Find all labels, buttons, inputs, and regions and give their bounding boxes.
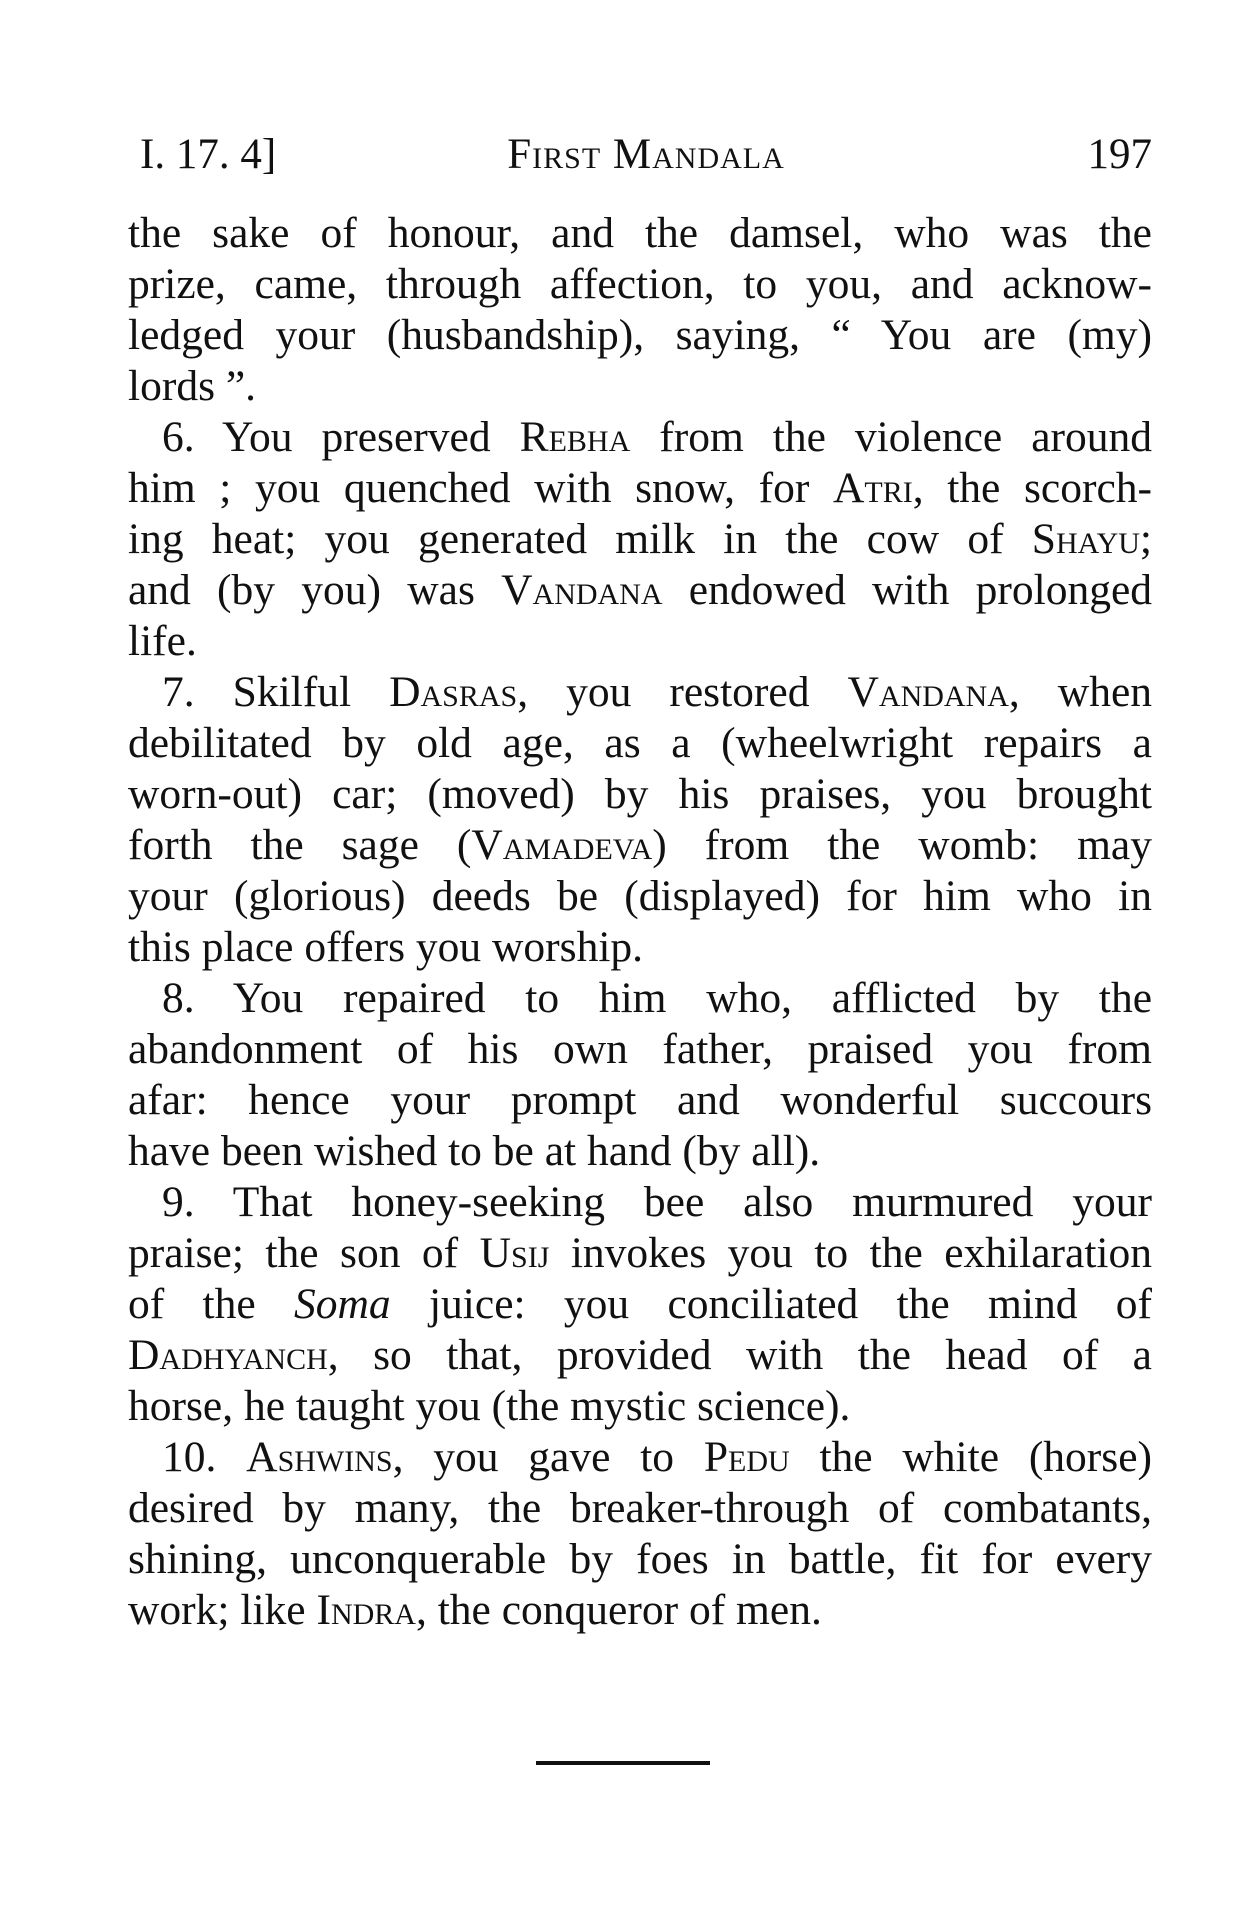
text-segment: your (glorious) deeds be (displayed) for him who in <box>128 872 1152 920</box>
text-line <box>128 1585 1152 1636</box>
text-segment: debilitated by old age, as a (wheelwright repairs a <box>128 719 1152 767</box>
text-segment: , the conqueror of men. <box>415 1586 822 1634</box>
text-line <box>128 718 1152 769</box>
text-segment: ledged your (husbandship), saying, “ You are (my) <box>128 311 1152 359</box>
text-segment: shining, unconquerable by foes in battle, fit for every <box>128 1535 1152 1583</box>
running-title: First Mandala <box>507 131 785 178</box>
text-line <box>128 259 1152 310</box>
end-rule <box>536 1761 710 1765</box>
proper-name: Shayu <box>1031 515 1140 563</box>
paragraph <box>128 412 1152 667</box>
text-line <box>128 1483 1152 1534</box>
text-line <box>128 820 1152 871</box>
proper-name: Dadhyanch <box>128 1331 328 1379</box>
text-line <box>128 1126 1152 1177</box>
text-segment: desired by many, the breaker-through of combatants, <box>128 1484 1152 1532</box>
text-segment: abandonment of his own father, praised you from <box>128 1025 1152 1073</box>
text-line <box>128 973 1152 1024</box>
paragraph <box>128 973 1152 1177</box>
text-line <box>128 871 1152 922</box>
text-segment: 6. You preserved <box>162 413 520 461</box>
text-segment: ing heat; you generated milk in the cow of <box>128 515 1032 563</box>
text-segment: have been wished to be at hand (by all). <box>128 1127 821 1175</box>
text-line <box>128 1279 1152 1330</box>
paragraph <box>128 1177 1152 1432</box>
proper-name: Rebha <box>519 413 631 461</box>
text-segment: , you gave to <box>392 1433 704 1481</box>
text-line <box>128 1432 1152 1483</box>
page-number: 197 <box>1087 131 1152 178</box>
text-line <box>128 1075 1152 1126</box>
text-segment: the sake of honour, and the damsel, who was the <box>128 209 1152 257</box>
text-line <box>128 514 1152 565</box>
text-line <box>128 565 1152 616</box>
text-line <box>128 1024 1152 1075</box>
text-segment: endowed with prolonged <box>662 566 1153 614</box>
proper-name: Ashwins <box>246 1433 393 1481</box>
text-segment: 10. <box>162 1433 247 1481</box>
text-segment: , when <box>1008 668 1152 716</box>
text-line <box>128 1177 1152 1228</box>
text-line <box>128 1330 1152 1381</box>
text-line <box>128 1534 1152 1585</box>
text-segment: , you restored <box>517 668 848 716</box>
text-line <box>128 769 1152 820</box>
text-segment: prize, came, through affection, to you, and acknow- <box>128 260 1152 308</box>
italic-term: Soma <box>294 1280 391 1328</box>
text-line <box>128 1381 1152 1432</box>
proper-name: Dasras <box>389 668 518 716</box>
text-segment: lords ”. <box>128 362 257 410</box>
text-segment: afar: hence your prompt and wonderful succours <box>128 1076 1152 1124</box>
proper-name: Usij <box>479 1229 550 1277</box>
text-line <box>128 922 1152 973</box>
text-segment: 7. Skilful <box>162 668 390 716</box>
text-line <box>128 463 1152 514</box>
text-segment: 8. You repaired to him who, afflicted by the <box>162 974 1152 1022</box>
text-segment: work; like <box>128 1586 317 1634</box>
text-segment: 9. That honey-seeking bee also murmured your <box>162 1178 1152 1226</box>
paragraph <box>128 208 1152 412</box>
paragraph <box>128 1432 1152 1636</box>
text-segment: from the violence around <box>630 413 1152 461</box>
text-segment: of the <box>128 1280 294 1328</box>
text-line <box>128 1228 1152 1279</box>
text-segment: praise; the son of <box>128 1229 480 1277</box>
text-segment: him ; you quenched with snow, for <box>128 464 833 512</box>
proper-name: Vandana <box>847 668 1009 716</box>
proper-name: Vandana <box>501 566 663 614</box>
text-segment: juice: you conciliated the mind of <box>390 1280 1152 1328</box>
body-text <box>128 208 1152 1636</box>
text-segment: invokes you to the exhilaration <box>549 1229 1152 1277</box>
text-line <box>128 310 1152 361</box>
text-line <box>128 667 1152 718</box>
text-segment: ; <box>1139 515 1152 563</box>
text-segment: , so that, provided with the head of a <box>327 1331 1152 1379</box>
proper-name: Vamadeva <box>471 821 653 869</box>
text-line <box>128 412 1152 463</box>
verse-reference: I. 17. 4] <box>140 131 277 178</box>
text-line <box>128 361 1152 412</box>
text-line <box>128 616 1152 667</box>
text-segment: horse, he taught you (the mystic science). <box>128 1382 851 1430</box>
text-segment: worn-out) car; (moved) by his praises, you brought <box>128 770 1152 818</box>
proper-name: Atri <box>832 464 913 512</box>
text-line <box>128 208 1152 259</box>
text-segment: life. <box>128 617 197 665</box>
text-segment: the white (horse) <box>789 1433 1153 1481</box>
proper-name: Indra <box>316 1586 416 1634</box>
proper-name: Pedu <box>703 1433 790 1481</box>
running-head <box>140 130 1152 190</box>
text-segment: this place offers you worship. <box>128 923 644 971</box>
text-segment: forth the sage ( <box>128 821 472 869</box>
paragraph <box>128 667 1152 973</box>
text-segment: , the scorch- <box>912 464 1152 512</box>
text-segment: ) from the womb: may <box>652 821 1152 869</box>
text-segment: and (by you) was <box>128 566 502 614</box>
